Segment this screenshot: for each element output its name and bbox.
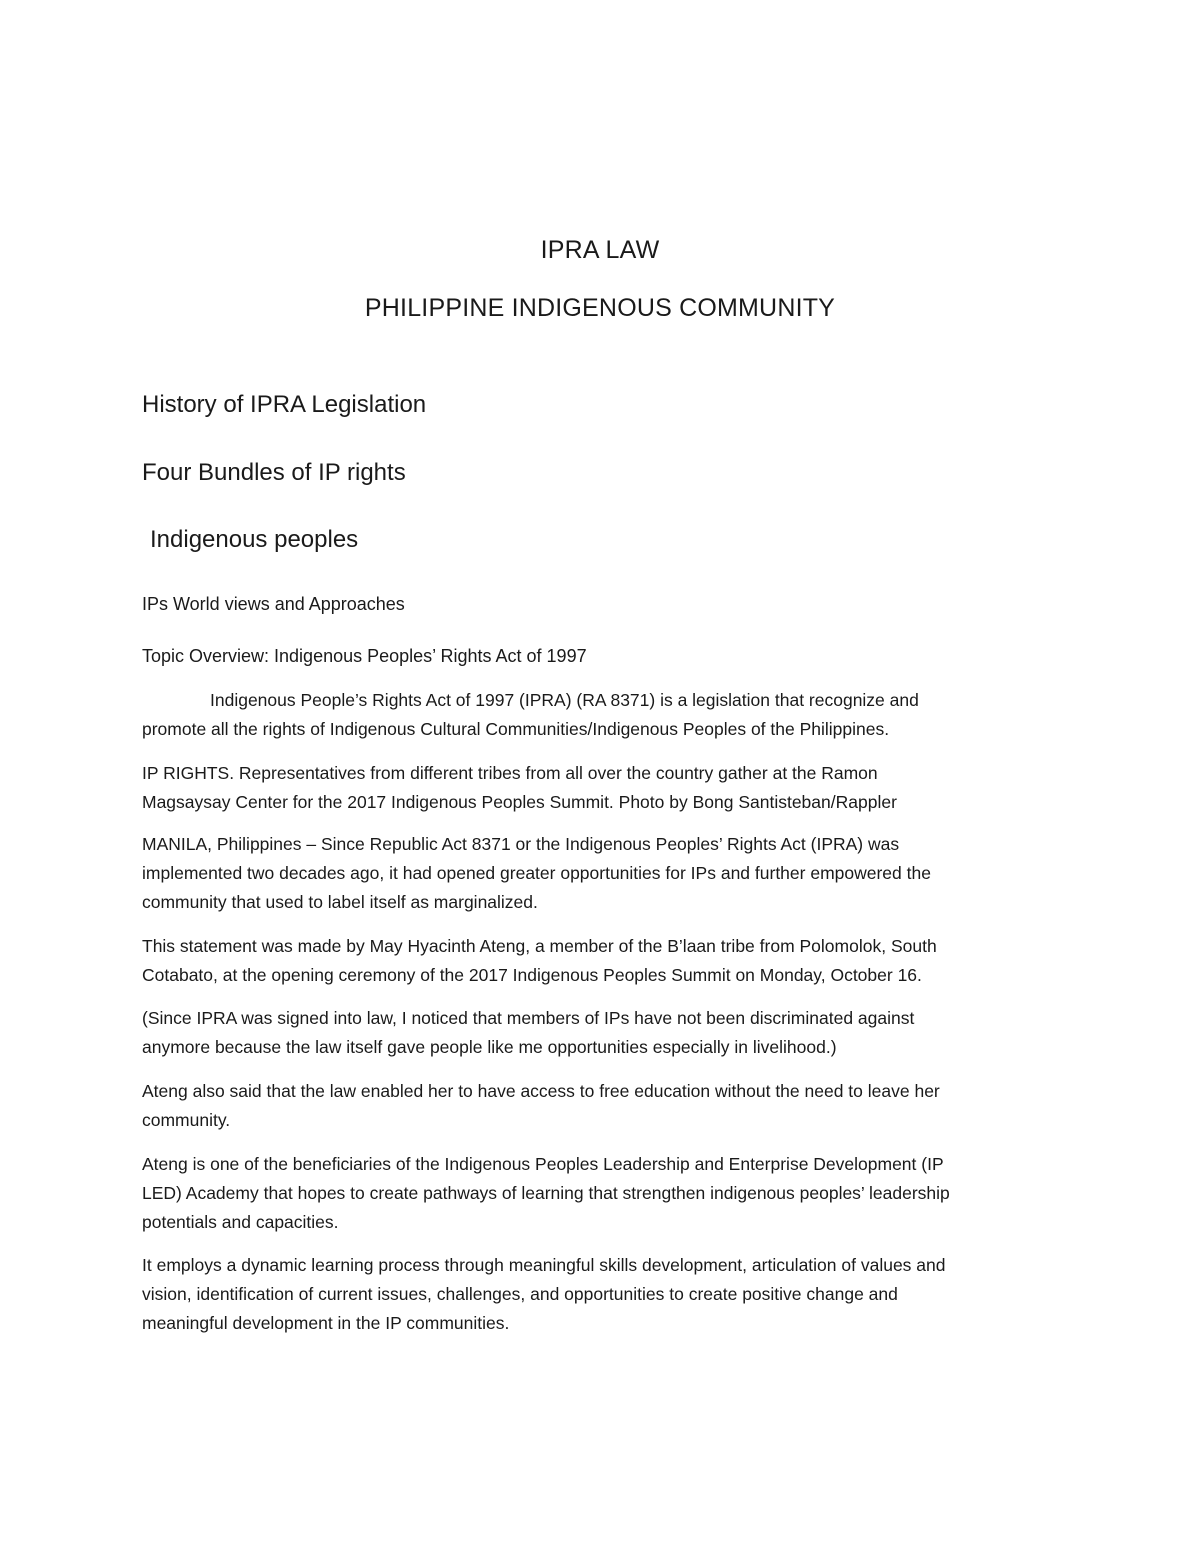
paragraph-line: MANILA, Philippines – Since Republic Act 8371 or the Indigenous Peoples’ Rights Act (IPRA) was xyxy=(142,834,900,854)
heading-four-bundles: Four Bundles of IP rights xyxy=(142,459,406,486)
paragraph-line: LED) Academy that hopes to create pathways of learning that strengthen indigenous peoples’ leadership xyxy=(142,1183,950,1203)
paragraph-line: Magsaysay Center for the 2017 Indigenous Peoples Summit. Photo by Bong Santisteban/Rappler xyxy=(142,792,897,812)
paragraph-photo-caption xyxy=(142,759,1057,817)
paragraph-education xyxy=(142,1077,1057,1135)
paragraph-learning-process xyxy=(142,1251,1057,1338)
paragraph-line: It employs a dynamic learning process through meaningful skills development, articulation of values and xyxy=(142,1255,946,1275)
paragraph-line: potentials and capacities. xyxy=(142,1212,339,1232)
paragraph-manila xyxy=(142,830,1057,917)
line-world-views: IPs World views and Approaches xyxy=(142,594,405,614)
document-subtitle: PHILIPPINE INDIGENOUS COMMUNITY xyxy=(364,294,836,322)
paragraph-line: Ateng also said that the law enabled her to have access to free education without the need to leave her xyxy=(142,1081,940,1101)
paragraph-quote xyxy=(142,1004,1057,1062)
paragraph-line: IP RIGHTS. Representatives from different tribes from all over the country gather at the Ramon xyxy=(142,763,878,783)
line-topic-overview: Topic Overview: Indigenous Peoples’ Rights Act of 1997 xyxy=(142,646,587,666)
paragraph-line: (Since IPRA was signed into law, I noticed that members of IPs have not been discriminated against xyxy=(142,1008,915,1028)
paragraph-ipra-definition xyxy=(142,686,1057,744)
paragraph-line: implemented two decades ago, it had opened greater opportunities for IPs and further empowered the xyxy=(142,863,931,883)
paragraph-academy xyxy=(142,1150,1057,1237)
paragraph-line: Cotabato, at the opening ceremony of the 2017 Indigenous Peoples Summit on Monday, October 16. xyxy=(142,965,922,985)
paragraph-line: community. xyxy=(142,1110,231,1130)
paragraph-line: vision, identification of current issues, challenges, and opportunities to create positive change and xyxy=(142,1284,898,1304)
heading-history: History of IPRA Legislation xyxy=(142,391,427,418)
paragraph-line: meaningful development in the IP communities. xyxy=(142,1313,510,1333)
paragraph-statement xyxy=(142,932,1057,990)
paragraph-line: community that used to label itself as marginalized. xyxy=(142,892,538,912)
paragraph-line: This statement was made by May Hyacinth Ateng, a member of the B’laan tribe from Polomolok, South xyxy=(142,936,937,956)
paragraph-line: promote all the rights of Indigenous Cultural Communities/Indigenous Peoples of the Philippines. xyxy=(142,719,890,739)
heading-indigenous-peoples: Indigenous peoples xyxy=(150,526,359,553)
paragraph-line: Indigenous People’s Rights Act of 1997 (IPRA) (RA 8371) is a legislation that recognize and xyxy=(210,690,919,710)
paragraph-line: Ateng is one of the beneficiaries of the Indigenous Peoples Leadership and Enterprise Development (IP xyxy=(142,1154,944,1174)
document-title: IPRA LAW xyxy=(540,236,660,264)
paragraph-line: anymore because the law itself gave people like me opportunities especially in livelihood.) xyxy=(142,1037,837,1057)
